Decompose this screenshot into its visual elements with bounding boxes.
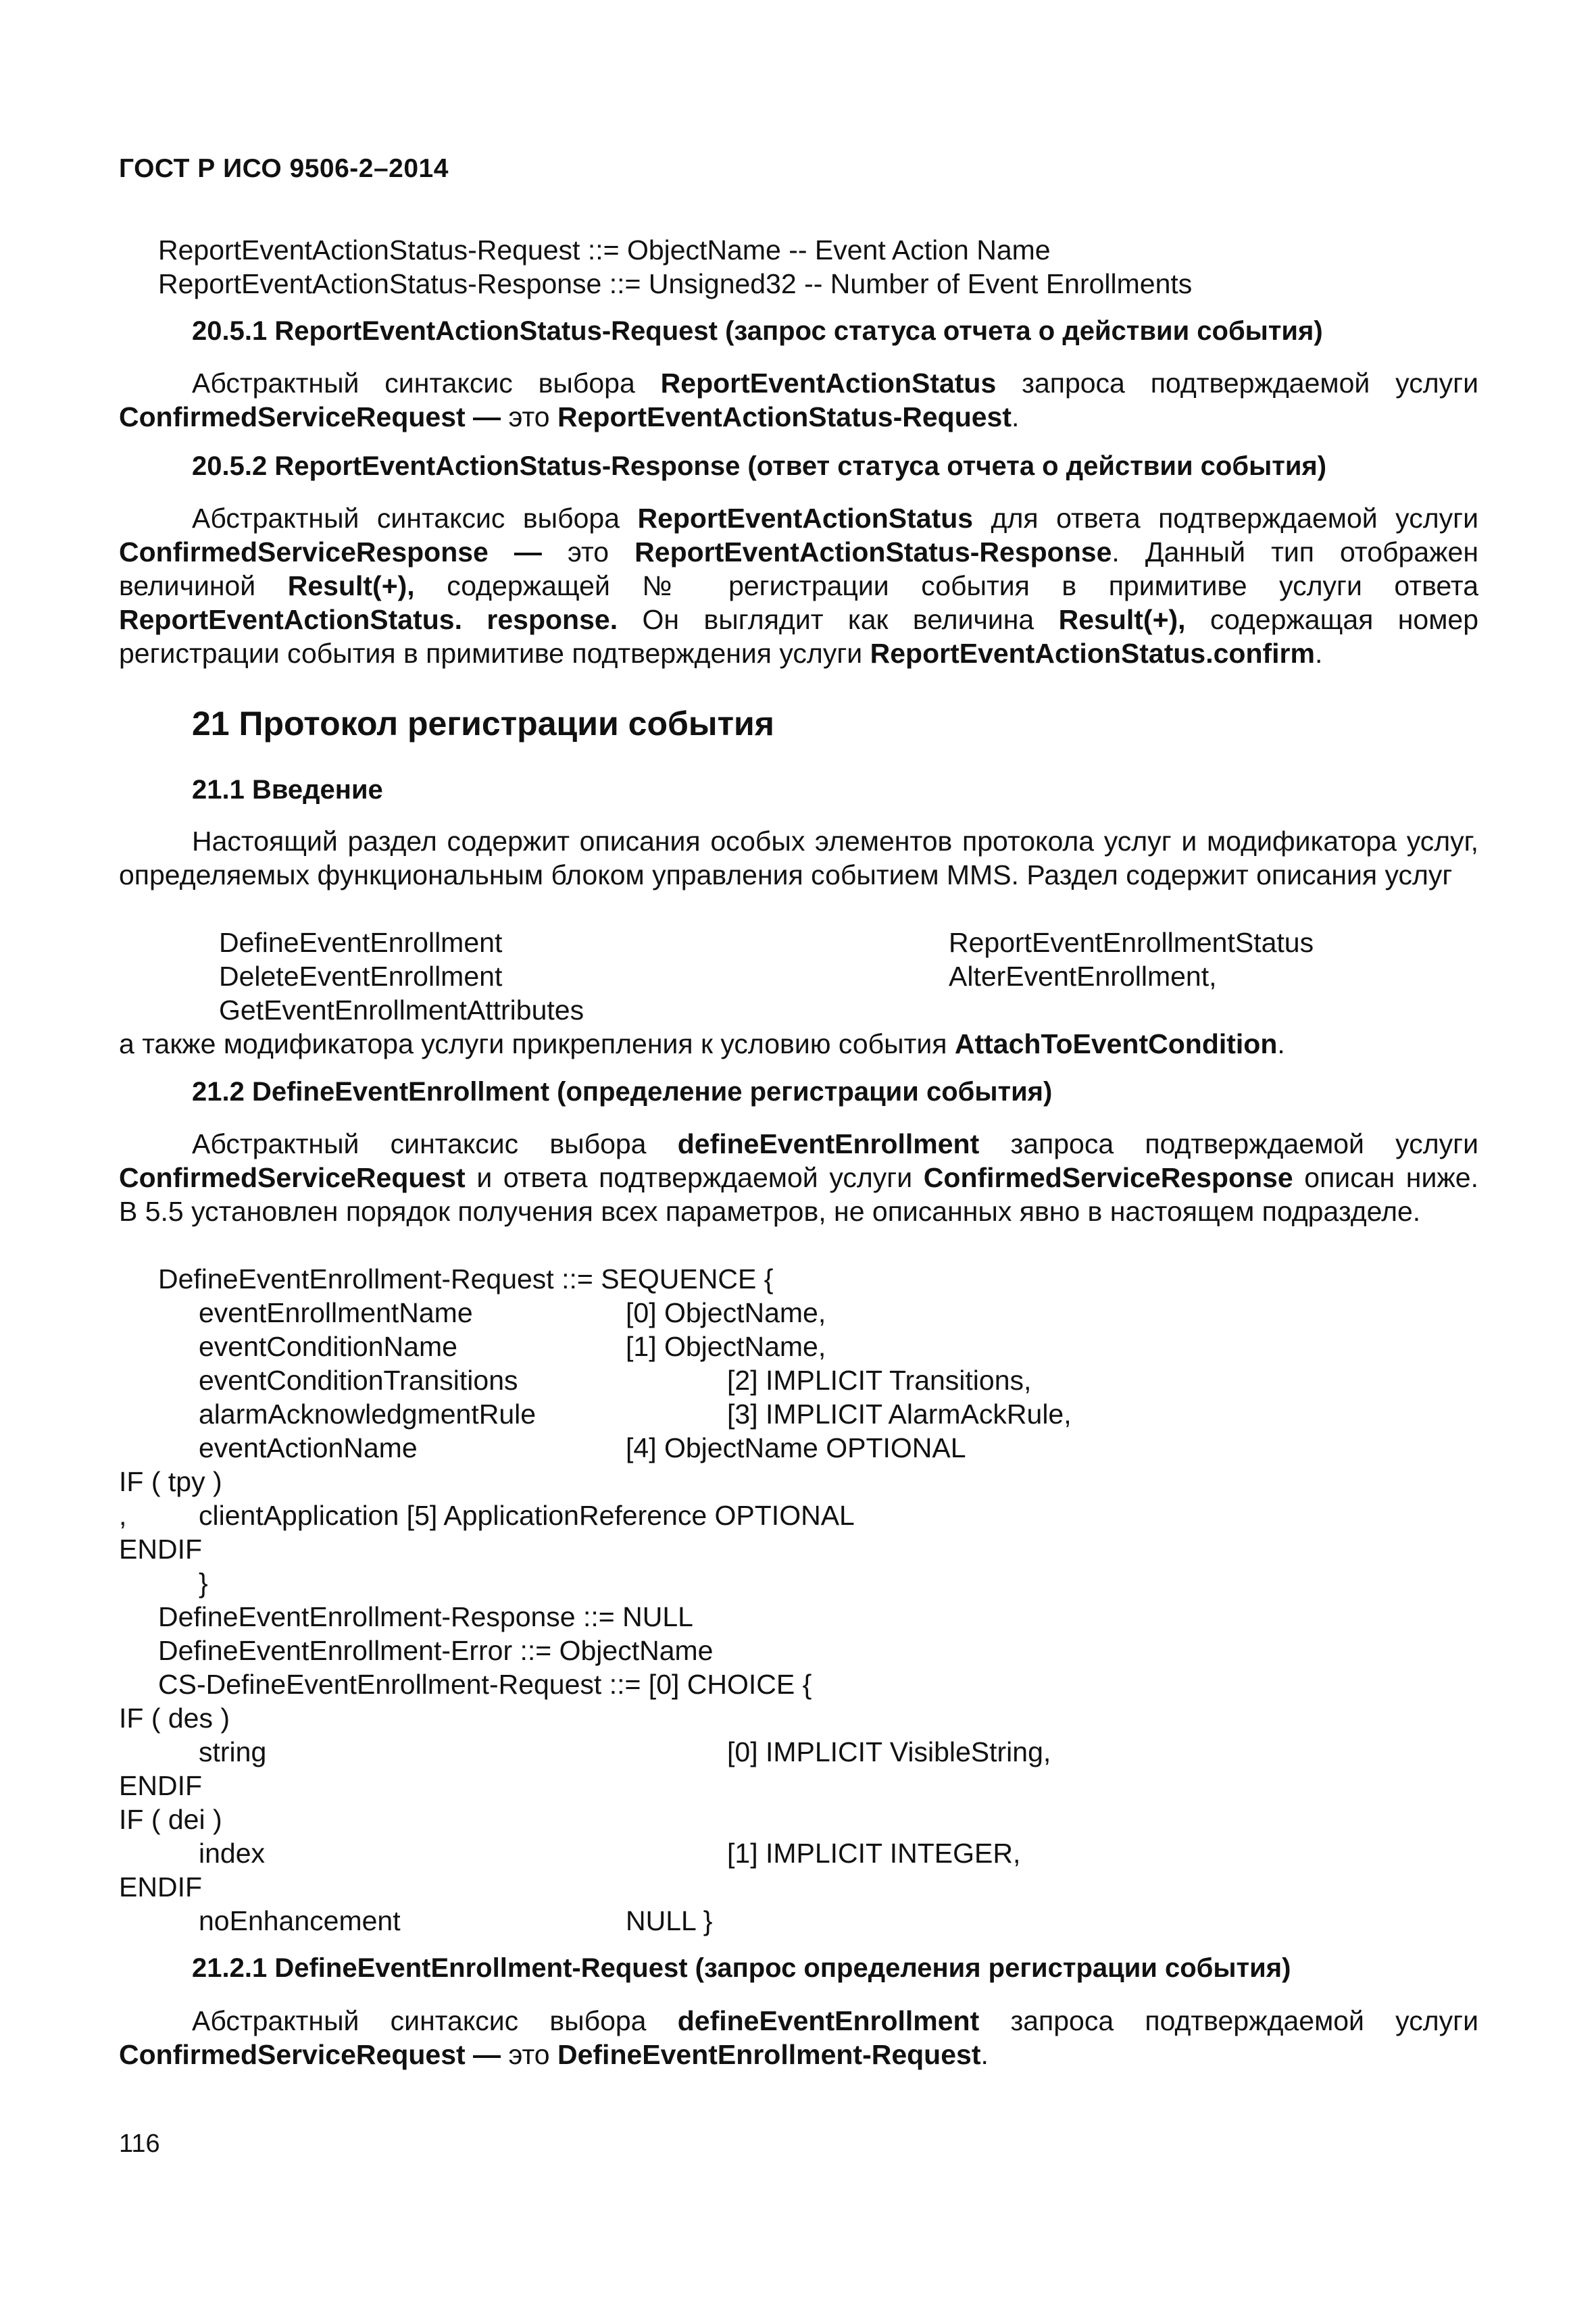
asn-line: ReportEventActionStatus-Response ::= Unsigned32 -- Number of Event Enrollments: [158, 268, 1193, 299]
service-name: DeleteEventEnrollment: [219, 961, 503, 992]
paragraph-21-2: [119, 1127, 1478, 1228]
asn-directive: ENDIF: [119, 1871, 202, 1903]
section-heading-21-1: 21.1 Введение: [192, 775, 383, 805]
bold-term: ConfirmedServiceRequest —: [119, 2039, 501, 2070]
asn-line: DefineEventEnrollment-Error ::= ObjectName: [158, 1635, 714, 1666]
asn-field-type: [3] IMPLICIT AlarmAckRule,: [727, 1399, 1072, 1430]
bold-term: ReportEventActionStatus.confirm: [870, 638, 1315, 669]
page-number: 116: [119, 2130, 160, 2158]
bold-term: ReportEventActionStatus-Request: [557, 401, 1012, 432]
service-name: ReportEventEnrollmentStatus: [949, 927, 1314, 958]
asn-directive: IF ( dei ): [119, 1804, 222, 1835]
paragraph-21-1: Настоящий раздел содержит описания особых элементов протокола услуг и модификатора услуг, определяемых функциональным блоком управления событием MMS. Раздел содержит описания услуг: [119, 826, 1478, 890]
section-heading-21-2: 21.2 DefineEventEnrollment (определение регистрации события): [192, 1077, 1053, 1107]
bold-term: DefineEventEnrollment-Request: [557, 2039, 981, 2070]
bold-term: ReportEventActionStatus-Response: [634, 536, 1112, 568]
text-run: запроса подтверждаемой услуги: [979, 1128, 1478, 1159]
section-heading-20-5-1: 20.5.1 ReportEventActionStatus-Request (запрос статуса отчета о действии события): [192, 316, 1323, 346]
text-run: запроса подтверждаемой услуги: [979, 2005, 1478, 2036]
text-run: . Данный тип отображен величиной: [119, 536, 1479, 601]
asn-field-name: eventActionName: [199, 1432, 418, 1463]
service-name: AlterEventEnrollment,: [949, 961, 1217, 992]
section-heading-20-5-2: 20.5.2 ReportEventActionStatus-Response (ответ статуса отчета о действии события): [192, 451, 1327, 481]
document-header: ГОСТ Р ИСО 9506-2–2014: [119, 154, 449, 183]
asn-line: DefineEventEnrollment-Response ::= NULL: [158, 1601, 693, 1632]
text-run: Абстрактный синтаксис выбора: [192, 503, 638, 534]
bold-term: ConfirmedServiceResponse: [923, 1162, 1293, 1193]
text-run: содержащая номер регистрации события в примитиве подтверждения услуги: [119, 604, 1478, 669]
service-name: GetEventEnrollmentAttributes: [219, 995, 584, 1026]
text-run: .: [1314, 638, 1323, 669]
text-run: содержащей № регистрации события в примитиве услуги ответа: [414, 570, 1478, 601]
asn-field-name: noEnhancement: [199, 1905, 401, 1936]
asn-field-name: eventEnrollmentName: [199, 1297, 473, 1328]
bold-term: ReportEventActionStatus: [660, 368, 997, 399]
modifier-sentence: [119, 1027, 1285, 1061]
text-run: Абстрактный синтаксис выбора: [192, 368, 661, 399]
text-run: для ответа подтверждаемой услуги: [973, 503, 1478, 534]
text-run: это: [501, 2039, 557, 2070]
paragraph-20-5-1: [119, 366, 1478, 434]
text-run: а также модификатора услуги прикрепления к условию события: [119, 1028, 955, 1059]
asn-field-name: eventConditionTransitions: [199, 1365, 518, 1396]
asn-line: ReportEventActionStatus-Request ::= ObjectName -- Event Action Name: [158, 234, 1051, 266]
asn-field-type: [2] IMPLICIT Transitions,: [727, 1365, 1032, 1396]
asn-line: clientApplication [5] ApplicationReference OPTIONAL: [199, 1500, 855, 1531]
bold-term: ConfirmedServiceResponse —: [119, 536, 542, 568]
asn-field-type: [1] ObjectName,: [626, 1331, 826, 1362]
bold-term: ConfirmedServiceRequest: [119, 1162, 466, 1193]
section-heading-21-2-1: 21.2.1 DefineEventEnrollment-Request (запрос определения регистрации события): [192, 1953, 1291, 1983]
bold-term: Result(+),: [1058, 604, 1186, 635]
asn-directive: ENDIF: [119, 1770, 202, 1801]
bold-term: Result(+),: [287, 570, 415, 601]
asn-field-type: [0] IMPLICIT VisibleString,: [727, 1736, 1051, 1767]
text-run: Абстрактный синтаксис выбора: [192, 1128, 678, 1159]
text-run: Он выглядит как величина: [618, 604, 1059, 635]
asn-field-type: [0] ObjectName,: [626, 1297, 826, 1328]
asn-line: }: [199, 1567, 208, 1599]
text-run: Абстрактный синтаксис выбора: [192, 2005, 678, 2036]
asn-field-type: NULL }: [626, 1905, 713, 1936]
asn-field-name: index: [199, 1838, 266, 1869]
service-name: DefineEventEnrollment: [219, 927, 503, 958]
asn-field-type: [1] IMPLICIT INTEGER,: [727, 1838, 1021, 1869]
bold-term: ReportEventActionStatus. response.: [119, 604, 618, 635]
text-run: описан ниже. В 5.5 установлен порядок получения всех параметров, не описанных явно в настоящем подразделе.: [119, 1162, 1478, 1227]
asn-field-type: [4] ObjectName OPTIONAL: [626, 1432, 966, 1463]
asn-line: DefineEventEnrollment-Request ::= SEQUENCE {: [158, 1263, 774, 1294]
asn-line: CS-DefineEventEnrollment-Request ::= [0] CHOICE {: [158, 1669, 812, 1700]
paragraph-21-2-1: [119, 2004, 1478, 2071]
bold-term: defineEventEnrollment: [677, 2005, 980, 2036]
text-run: это: [541, 536, 635, 568]
text-run: .: [1277, 1028, 1285, 1059]
text-run: это: [501, 401, 557, 432]
bold-term: defineEventEnrollment: [677, 1128, 980, 1159]
asn-directive: IF ( des ): [119, 1703, 230, 1734]
bold-term: AttachToEventCondition: [954, 1028, 1278, 1059]
asn-directive: ENDIF: [119, 1534, 202, 1565]
asn-field-name: alarmAcknowledgmentRule: [199, 1399, 537, 1430]
text-run: .: [980, 2039, 989, 2070]
text-run: и ответа подтверждаемой услуги: [465, 1162, 924, 1193]
text-run: запроса подтверждаемой услуги: [996, 368, 1478, 399]
asn-directive: IF ( tpy ): [119, 1466, 222, 1497]
paragraph-20-5-2: [119, 501, 1478, 670]
text-run: .: [1012, 401, 1020, 432]
asn-field-name: eventConditionName: [199, 1331, 457, 1362]
chapter-heading-21: 21 Протокол регистрации события: [192, 705, 774, 743]
asn-field-name: string: [199, 1736, 267, 1767]
asn-comma: ,: [119, 1500, 127, 1531]
bold-term: ConfirmedServiceRequest —: [119, 401, 501, 432]
bold-term: ReportEventActionStatus: [637, 503, 974, 534]
